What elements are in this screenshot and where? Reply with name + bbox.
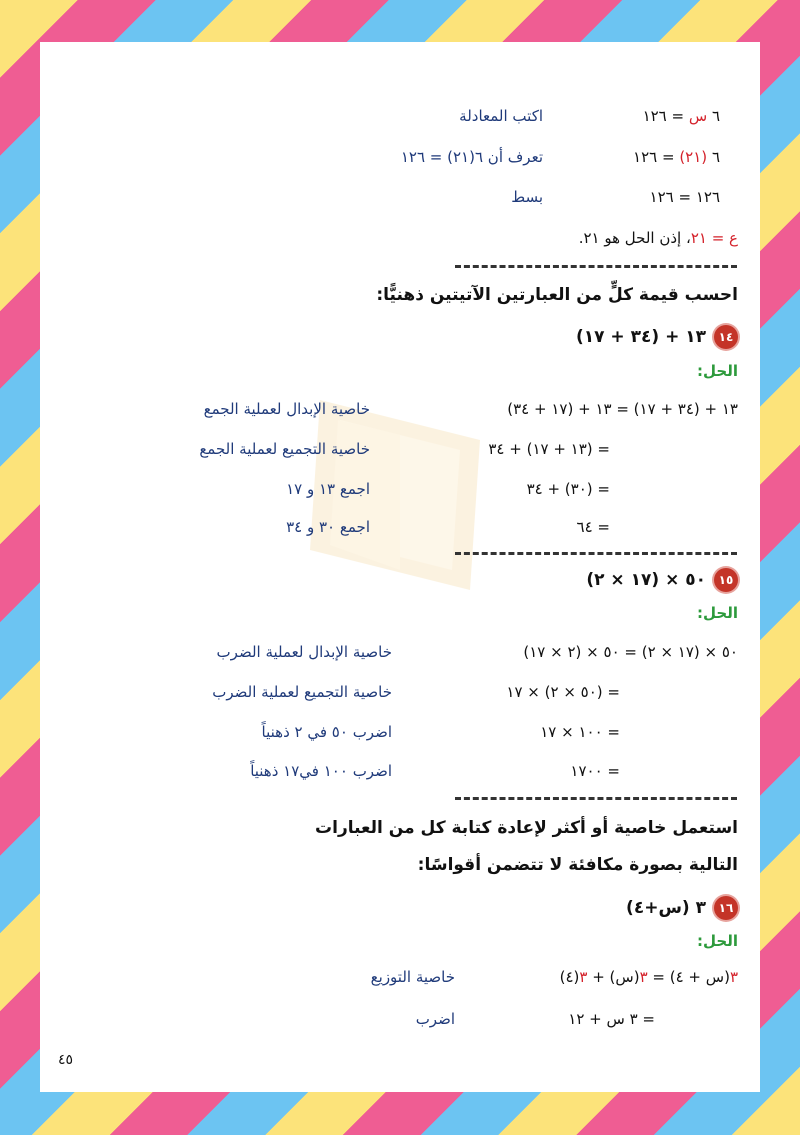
problem-16-expression: ٣ (س+٤)	[626, 898, 706, 918]
p15-step-4-note: اضرب ١٠٠ في١٧ ذهنياً	[250, 762, 392, 780]
p14-step-3-note: اجمع ١٣ و ١٧	[286, 480, 370, 498]
p14-step-4-note: اجمع ٣٠ و ٣٤	[286, 518, 370, 536]
p15-step-3-note: اضرب ٥٠ في ٢ ذهنياً	[261, 723, 392, 741]
p15-step-2-equation: = (٥٠ × ٢) × ١٧	[506, 683, 620, 701]
top-note-1: اكتب المعادلة	[459, 107, 543, 125]
top-equation-3: ١٢٦ = ١٢٦	[649, 188, 720, 206]
separator-1	[455, 265, 737, 268]
problem-14-heading	[576, 325, 738, 349]
problem-15-solution-label: الحل:	[697, 604, 738, 622]
problem-14-badge: ١٤	[714, 325, 738, 349]
p15-step-3-equation: = ١٠٠ × ١٧	[540, 723, 620, 741]
p14-step-1-equation: ١٣ + (٣٤ + ١٧) = ١٣ + (١٧ + ٣٤)	[507, 400, 738, 418]
section-2-instruction-line-1: استعمل خاصية أو أكثر لإعادة كتابة كل من العبارات	[315, 818, 738, 838]
p15-step-4-equation: = ١٧٠٠	[570, 762, 620, 780]
top-note-3: بسط	[511, 188, 543, 206]
p14-step-1-note: خاصية الإبدال لعملية الجمع	[203, 400, 370, 418]
p15-step-1-equation: ٥٠ × (١٧ × ٢) = ٥٠ × (٢ × ١٧)	[523, 643, 738, 661]
problem-16-heading	[626, 896, 738, 920]
problem-15-expression: ٥٠ × (١٧ × ٢)	[586, 570, 706, 590]
section-2-instruction-line-2: التالية بصورة مكافئة لا تتضمن أقواسًا:	[417, 855, 738, 875]
separator-2	[455, 552, 737, 555]
p14-step-2-note: خاصية التجميع لعملية الجمع	[199, 440, 370, 458]
problem-16-badge: ١٦	[714, 896, 738, 920]
problem-15-badge: ١٥	[714, 568, 738, 592]
p16-step-2-equation: = ٣ س + ١٢	[568, 1010, 655, 1028]
p15-step-2-note: خاصية التجميع لعملية الضرب	[212, 683, 392, 701]
p14-step-3-equation: = (٣٠) + ٣٤	[526, 480, 610, 498]
p16-step-2-note: اضرب	[415, 1010, 455, 1028]
p14-step-2-equation: = (١٣ + ١٧) + ٣٤	[488, 440, 610, 458]
problem-14-expression: ١٣ + (٣٤ + ١٧)	[575, 327, 706, 347]
p14-step-4-equation: = ٦٤	[576, 518, 610, 536]
problem-16-solution-label: الحل:	[697, 932, 738, 950]
problem-15-heading	[586, 568, 738, 592]
p16-step-1-note: خاصية التوزيع	[370, 968, 455, 986]
p15-step-1-note: خاصية الإبدال لعملية الضرب	[216, 643, 392, 661]
separator-3	[455, 797, 737, 800]
top-note-2: تعرف أن ٦(٢١) = ١٢٦	[400, 148, 543, 166]
top-equation-1: ٦ س = ١٢٦	[642, 107, 720, 125]
top-equation-2: ٦ (٢١) = ١٢٦	[633, 148, 720, 166]
problem-14-solution-label: الحل:	[697, 362, 738, 380]
page-number: ٤٥	[58, 1052, 74, 1068]
p16-step-1-equation: ٣(س + ٤) = ٣(س) + ٣(٤)	[559, 968, 738, 986]
top-conclusion: ع = ٢١، إذن الحل هو ٢١.	[578, 229, 738, 247]
section-1-instruction: احسب قيمة كلٍّ من العبارتين الآتيتين ذهنيًّا:	[376, 285, 738, 305]
